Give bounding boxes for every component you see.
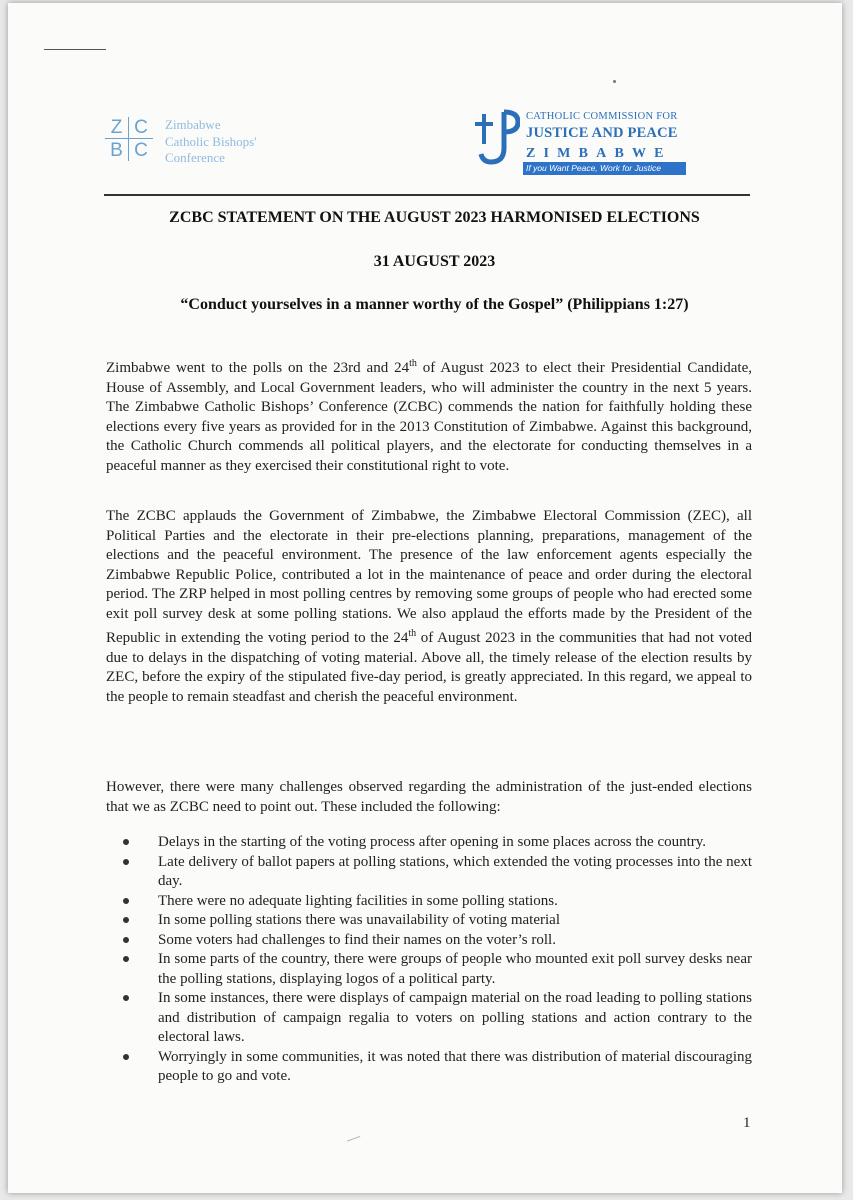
zcbc-name-line: Conference xyxy=(165,150,225,165)
bullet-icon xyxy=(123,839,129,845)
ccjp-line3: ZIMBABWE xyxy=(526,146,672,161)
zcbc-name-line: Zimbabwe xyxy=(165,117,221,132)
zcbc-logo-letter: Z xyxy=(105,117,129,139)
list-item xyxy=(106,950,752,989)
paragraph-2: The ZCBC applauds the Government of Zimbabwe, the Zimbabwe Electoral Commission (ZEC), all Political Parties and the electorate in their pre-elections planning, preparations, management of the elections and the peaceful environment. The presence of the law enforcement agents especially the Zimbabwe Republic Police, contributed a lot in the maintenance of peace and order during the electoral period. The ZRP helped in most polling centres by removing some groups of people who had erected some exit poll survey desk at some polling stations. We also applaud the efforts made by the President of the Republic in extending the voting period to the 24th of August 2023 in the communities that had not voted due to delays in the dispatching of voting material. Above all, the timely release of the election results by ZEC, before the expiry of the stipulated five-day period, is greatly appreciated. In this regard, we appeal to the people to remain steadfast and cherish the peaceful environment. xyxy=(106,508,752,705)
bullet-icon xyxy=(123,859,129,865)
bullet-icon xyxy=(123,917,129,923)
list-item-text: Late delivery of ballot papers at polling stations, which extended the voting processes into the next day. xyxy=(158,853,752,889)
list-item xyxy=(106,833,752,853)
bullet-icon xyxy=(123,937,129,943)
document-title: ZCBC STATEMENT ON THE AUGUST 2023 HARMONISED ELECTIONS xyxy=(169,209,700,226)
ccjp-name xyxy=(526,111,678,162)
list-item-text: Some voters had challenges to find their names on the voter’s roll. xyxy=(158,931,556,948)
zcbc-name xyxy=(165,117,257,167)
list-item xyxy=(106,853,752,892)
bullet-icon xyxy=(123,995,129,1001)
list-item xyxy=(106,989,752,1048)
list-item-text: In some polling stations there was unavailability of voting material xyxy=(158,912,560,928)
zcbc-logo-letter: C xyxy=(134,139,148,161)
paragraph-1: Zimbabwe went to the polls on the 23rd and 24th of August 2023 to elect their Presidential Candidate, House of Assembly, and Local Government leaders, who will administer the country in the next 5 years. The Zimbabwe Catholic Bishops’ Conference (ZCBC) commends the nation for faithfully holding these elections every five years as provided for in the 2013 Constitution of Zimbabwe. Against this background, the Catholic Church commends all political players, and the electorate for conducting themselves in a peaceful manner as they exercised their constitutional right to vote. xyxy=(106,358,752,474)
challenges-list xyxy=(106,833,752,1087)
list-item-text: There were no adequate lighting facilities in some polling stations. xyxy=(158,892,558,909)
header-divider xyxy=(104,194,750,196)
document-page xyxy=(8,3,842,1193)
paragraph-3: However, there were many challenges observed regarding the administration of the just-ended elections that we as ZCBC need to point out. These included the following: xyxy=(106,779,752,815)
scan-speck xyxy=(613,80,616,83)
scan-smudge xyxy=(347,1136,363,1149)
page-number: 1 xyxy=(743,1115,751,1131)
zcbc-logo-letter: B xyxy=(105,139,129,161)
list-item-text: In some parts of the country, there were groups of people who mounted exit poll survey desks near the polling stations, displaying logos of a political party. xyxy=(158,951,752,987)
bullet-icon xyxy=(123,956,129,962)
ccjp-motto: If you Want Peace, Work for Justice xyxy=(523,162,686,175)
ccjp-line2: JUSTICE AND PEACE xyxy=(526,125,678,141)
list-item-text: In some instances, there were displays of campaign material on the road leading to polling stations and distribution of campaign regalia to voters on polling stations and action contrary to the electoral laws. xyxy=(158,990,752,1045)
zcbc-logo-letter: C xyxy=(129,117,153,139)
ccjp-line1: CATHOLIC COMMISSION FOR xyxy=(526,111,678,122)
zcbc-name-line: Catholic Bishops' xyxy=(165,133,257,149)
scan-mark xyxy=(44,49,106,50)
list-item-text: Worryingly in some communities, it was noted that there was distribution of material discouraging people to go and vote. xyxy=(158,1048,752,1084)
ccjp-logo-icon xyxy=(474,108,520,166)
list-item xyxy=(106,911,752,931)
list-item xyxy=(106,1048,752,1087)
epigraph: “Conduct yourselves in a manner worthy of the Gospel” (Philippians 1:27) xyxy=(180,296,689,313)
list-item xyxy=(106,892,752,912)
list-item-text: Delays in the starting of the voting process after opening in some places across the country. xyxy=(158,834,707,850)
list-item xyxy=(106,931,752,951)
bullet-icon xyxy=(123,898,129,904)
zcbc-logo xyxy=(105,117,153,161)
bullet-icon xyxy=(123,1054,129,1060)
document-date: 31 AUGUST 2023 xyxy=(373,253,496,270)
